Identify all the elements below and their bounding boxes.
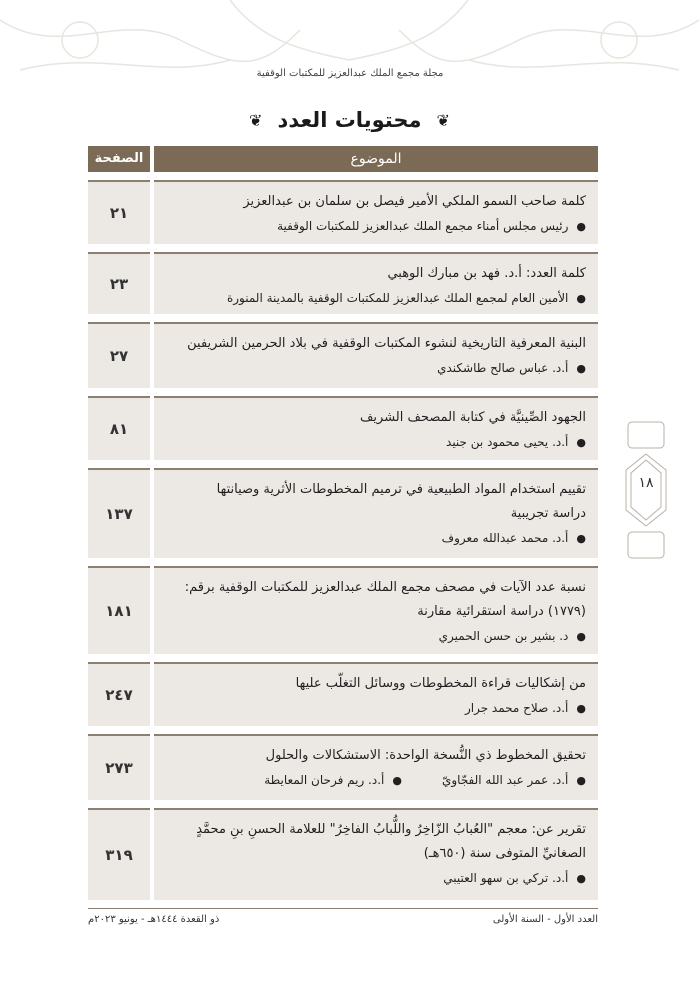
bullet-icon: ● <box>576 292 586 305</box>
toc-author: ●أ.د. تركي بن سهو العتيبي <box>166 866 586 891</box>
toc-page-number: ١٨١ <box>88 566 150 654</box>
toc-row <box>88 468 598 558</box>
bullet-icon: ● <box>576 872 586 885</box>
toc-row <box>88 180 598 244</box>
toc-title: كلمة العدد: أ.د. فهد بن مبارك الوهبي <box>387 266 586 281</box>
toc-row <box>88 396 598 460</box>
toc-entry <box>154 566 598 654</box>
toc-title: تحقيق المخطوط ذي النُّسخة الواحدة: الاستشكالات والحلول <box>265 748 586 763</box>
toc-page-number: ٢٧ <box>88 322 150 388</box>
column-header-page: الصفحة <box>88 146 150 172</box>
toc-title: من إشكاليات قراءة المخطوطات ووسائل التغلّب عليها <box>295 676 586 691</box>
toc-page-number: ٢١ <box>88 180 150 244</box>
toc-row <box>88 566 598 654</box>
footer-date: ذو القعدة ١٤٤٤هـ - يونيو ٢٠٢٣م <box>88 914 220 925</box>
toc-row <box>88 662 598 726</box>
side-page-medallion <box>620 420 672 560</box>
page-title: محتويات العدد <box>277 108 422 132</box>
journal-name: مجلة مجمع الملك عبدالعزيز للمكتبات الوقفية <box>256 68 444 79</box>
toc-entry <box>154 252 598 314</box>
toc-entry <box>154 734 598 800</box>
toc-author: ●الأمين العام لمجمع الملك عبدالعزيز للمكتبات الوقفية بالمدينة المنورة <box>166 286 586 311</box>
page-title-row <box>0 108 699 138</box>
bullet-icon: ● <box>576 362 586 375</box>
toc-title: دراسة تجريبية <box>510 506 586 521</box>
title-ornament-icon: ❦ <box>436 110 450 130</box>
column-header-topic: الموضوع <box>154 146 598 172</box>
toc-page-number: ١٣٧ <box>88 468 150 558</box>
toc-entry <box>154 396 598 460</box>
toc-title: نسبة عدد الآيات في مصحف مجمع الملك عبدالعزيز للمكتبات الوقفية برقم: <box>184 580 586 595</box>
toc-page-number: ٢٤٧ <box>88 662 150 726</box>
bullet-icon: ● <box>576 774 586 787</box>
toc-author: ●د. بشير بن حسن الحميري <box>166 624 586 649</box>
toc-author: ●أ.د. محمد عبدالله معروف <box>166 526 586 551</box>
toc-author: ●رئيس مجلس أمناء مجمع الملك عبدالعزيز للمكتبات الوقفية <box>166 214 586 239</box>
bullet-icon: ● <box>576 702 586 715</box>
toc-row <box>88 252 598 314</box>
toc-row <box>88 808 598 900</box>
toc-title: البنية المعرفية التاريخية لنشوء المكتبات الوقفية في بلاد الحرمين الشريفين <box>187 336 586 351</box>
toc-entry <box>154 180 598 244</box>
toc-page-number: ٢٧٣ <box>88 734 150 800</box>
toc-page-number: ٣١٩ <box>88 808 150 900</box>
toc-title: كلمة صاحب السمو الملكي الأمير فيصل بن سلمان بن عبدالعزيز <box>243 194 586 209</box>
toc-row <box>88 734 598 800</box>
toc-author: ●أ.د. صلاح محمد جرار <box>166 696 586 721</box>
toc-title: تقييم استخدام المواد الطبيعية في ترميم المخطوطات الأثرية وصيانتها <box>216 482 586 497</box>
footer-divider <box>88 908 598 909</box>
toc-title: تقرير عن: معجم "العُبابُ الزّاخِرُ واللُّبابُ الفاخِرُ" للعلامة الحسنِ بنِ محمَّدٍ <box>196 822 586 837</box>
toc-authors: ●أ.د. عمر عبد الله الفجّاويّ●أ.د. ريم فرحان المعايطة <box>166 768 586 793</box>
toc-entry <box>154 808 598 900</box>
toc-entry <box>154 662 598 726</box>
toc-entry <box>154 468 598 558</box>
toc-title: الصغانيِّ المتوفى سنة (٦٥٠هـ) <box>423 846 586 861</box>
bullet-icon: ● <box>576 436 586 449</box>
footer-issue: العدد الأول - السنة الأولى <box>492 914 598 925</box>
toc-page-number: ٨١ <box>88 396 150 460</box>
title-ornament-icon: ❦ <box>249 110 263 130</box>
toc-title: (١٧٧٩) دراسة استقرائية مقارنة <box>417 604 586 619</box>
toc-page-number: ٢٣ <box>88 252 150 314</box>
bullet-icon: ● <box>576 532 586 545</box>
side-page-number: ١٨ <box>638 475 654 491</box>
toc-title: الجهود الصِّينيَّة في كتابة المصحف الشريف <box>359 410 586 425</box>
toc-entry <box>154 322 598 388</box>
bullet-icon: ● <box>392 774 402 787</box>
bullet-icon: ● <box>576 220 586 233</box>
toc-author: ●أ.د. عباس صالح طاشكندي <box>166 356 586 381</box>
toc-row <box>88 322 598 388</box>
bullet-icon: ● <box>576 630 586 643</box>
toc-author: ●أ.د. يحيى محمود بن جنيد <box>166 430 586 455</box>
